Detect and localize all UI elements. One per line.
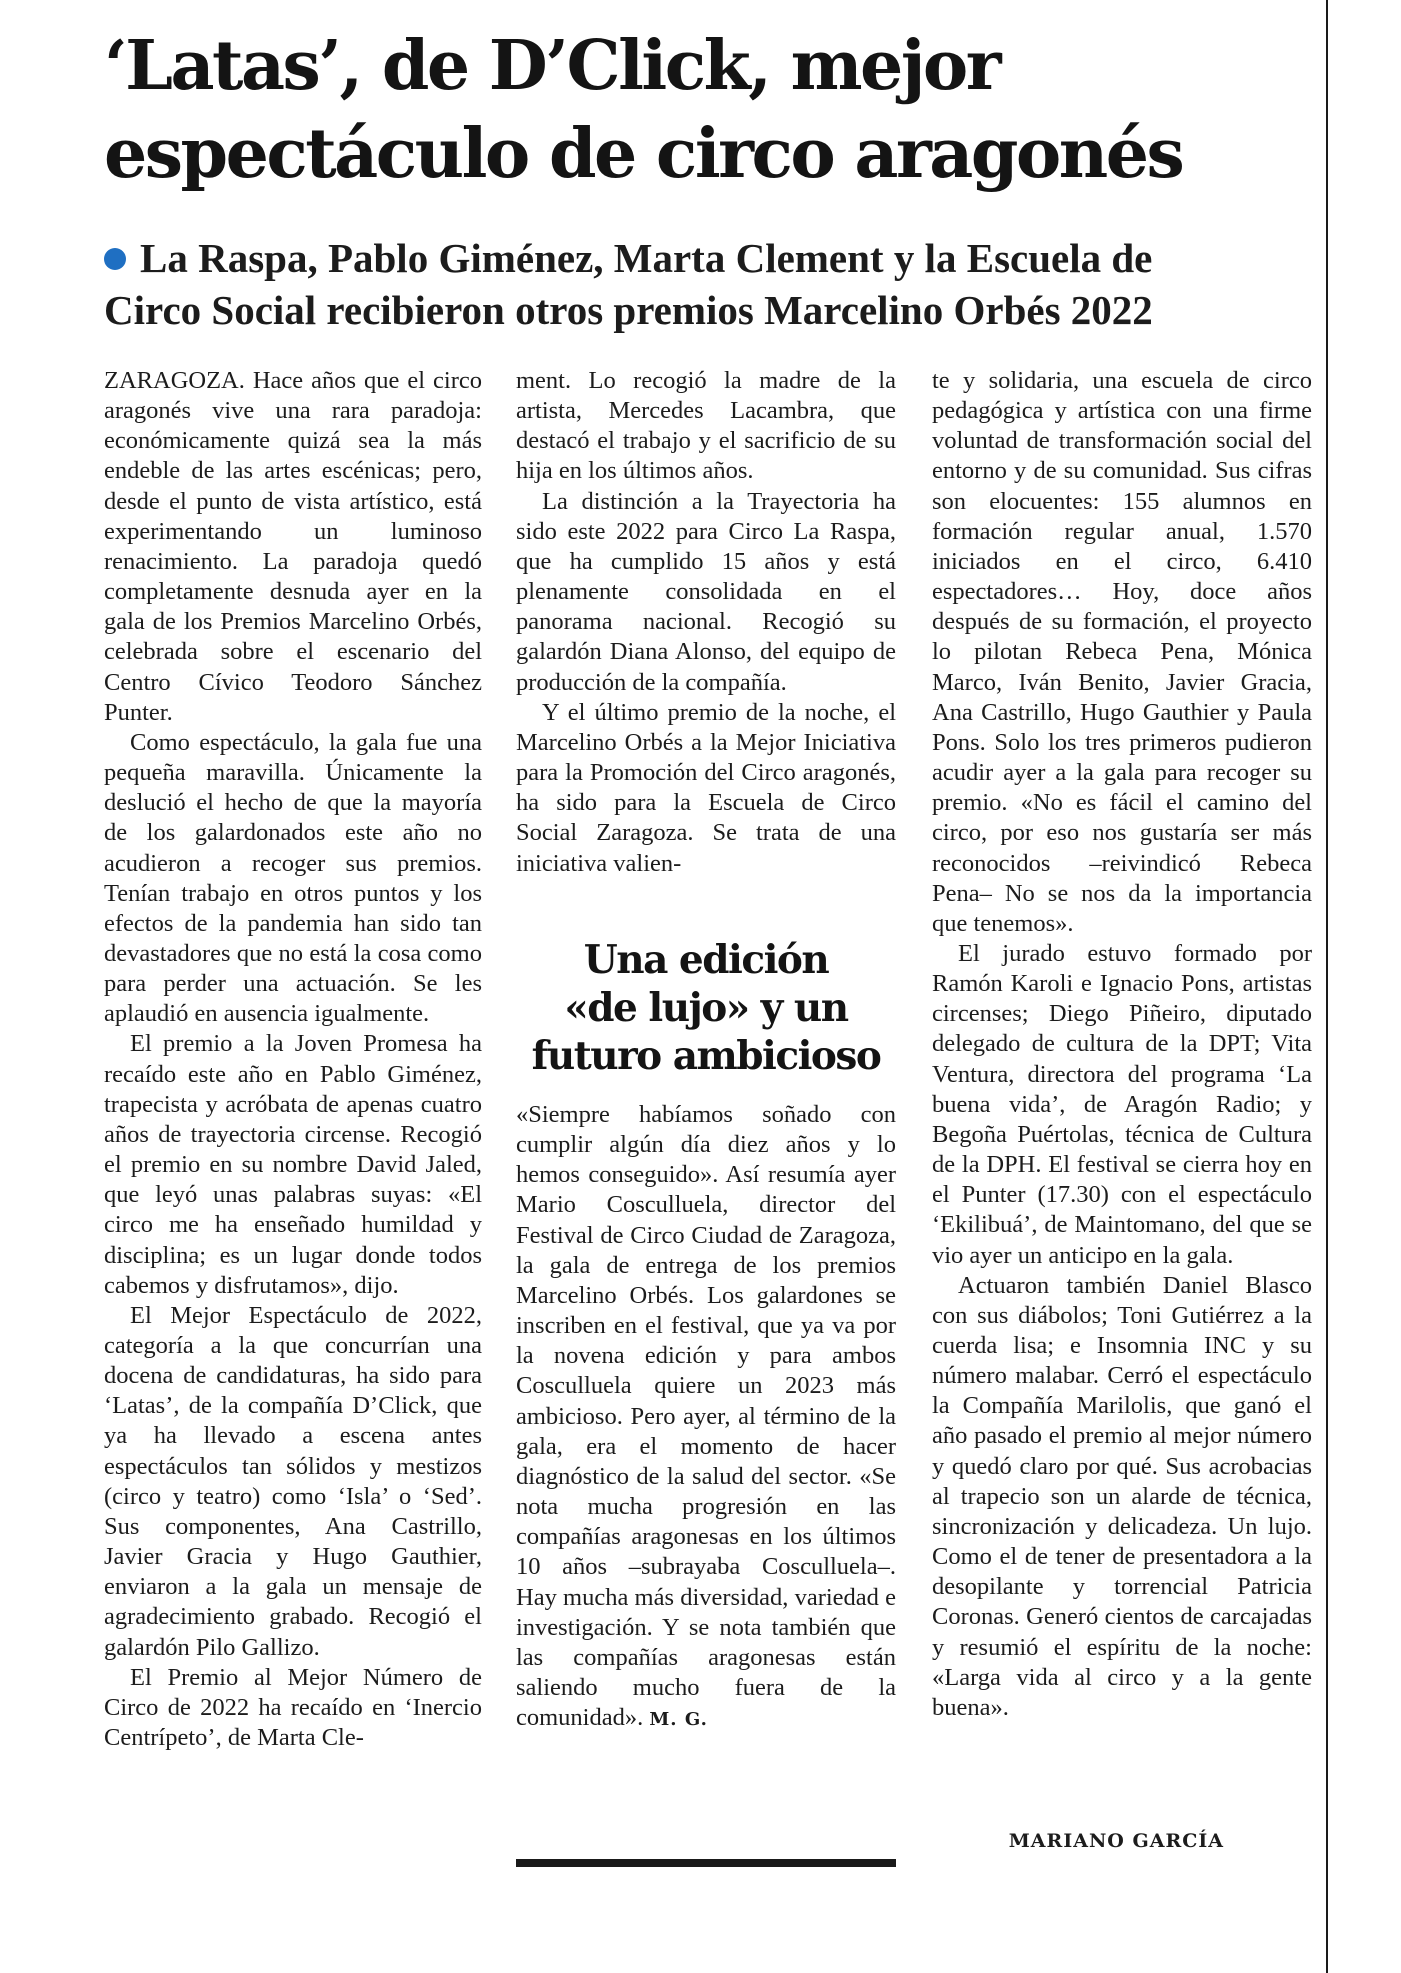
headline-line: ‘Latas’, de D’Click, mejor [104,26,1000,106]
section-title-line: «de lujo» y un [564,985,848,1031]
paragraph: ZARAGOZA. Hace años que el circo aragonés vive una rara paradoja: económicamente quizá sea la más endeble de las artes escénicas; pero, desde el punto de vista artístico, está experimentando un luminoso renacimiento. La paradoja quedó completamente desnuda ayer en la gala de los Premios Marcelino Orbés, celebrada sobre el escenario del Centro Cívico Teodoro Sánchez Punter. [104,367,482,726]
headline [104,22,1304,198]
paragraph: El jurado estuvo formado por Ramón Karoli e Ignacio Pons, artistas circenses; Diego Piñeiro, diputado delegado de cultura de la DPT; Vita Ventura, directora del programa ‘La buena vida’, de Aragón Radio; y Begoña Puértolas, técnica de Cultura de la DPH. El festival se cierra hoy en el Punter (17.30) con el espectáculo ‘Ekilibuá’, de Maintomano, del que se vio ayer un anticipo en la gala. [932,939,1312,1269]
article-column-2-continued [516,1100,896,1735]
author-initials: M. G. [649,1709,708,1731]
article-column-2 [516,366,896,879]
paragraph: El Premio al Mejor Número de Circo de 2022 ha recaído en ‘Inercio Centrípeto’, de Marta Cle- [104,1663,482,1752]
subheadline-line [104,232,1314,284]
section-title-line: Una edición [583,937,829,983]
paragraph: Actuaron también Daniel Blasco con sus diábolos; Toni Gutiérrez a la cuerda lisa; e Insomnia INC y su número malabar. Cerró el espectáculo la Compañía Marilolis, que ganó el año pasado el premio al mejor número y quedó claro por qué. Sus acrobacias al trapecio son un alarde de técnica, sincronización y delicadeza. Un lujo. Como el de tener de presentadora a la desopilante y torrencial Patricia Coronas. Generó cientos de carcajadas y resumió el espíritu de la noche: «Larga vida al circo y a la gente buena». [932,1271,1312,1721]
paragraph: te y solidaria, una escuela de circo pedagógica y artística con una firme voluntad de transformación social del entorno y de su comunidad. Sus cifras son elocuentes: 155 alumnos en formación regular anual, 1.570 iniciados en el circo, 6.410 espectadores… Hoy, doce años después de su formación, el proyecto lo pilotan Rebeca Pena, Mónica Marco, Iván Benito, Javier Gracia, Ana Castrillo, Hugo Gauthier y Paula Pons. Solo los tres primeros pudieron acudir ayer a la gala para recoger su premio. «No es fácil el camino del circo, por eso nos gustaría ser más reconocidos –reivindicó Rebeca Pena– No se nos da la importancia que tenemos». [932,367,1312,937]
article-column-1 [104,366,482,1753]
subheadline-text: La Raspa, Pablo Giménez, Marta Clement y la Escuela de [140,235,1153,281]
end-bar [516,1859,896,1867]
paragraph: Y el último premio de la noche, el Marcelino Orbés a la Mejor Iniciativa para la Promoción del Circo aragonés, ha sido para la Escuela de Circo Social Zaragoza. Se trata de una iniciativa valien- [516,698,896,877]
paragraph-text: «Siempre habíamos soñado con cumplir algún día diez años y lo hemos conseguido». Así resumía ayer Mario Cosculluela, director del Festival de Circo Ciudad de Zaragoza, la gala de entrega de los premios Marcelino Orbés. Los galardones se inscriben en el festival, que ya va por la novena edición y para ambos Cosculluela quiere un 2023 más ambicioso. Pero ayer, al término de la gala, era el momento de hacer diagnóstico de la salud del sector. «Se nota mucha progresión en las compañías aragonesas en los últimos 10 años –subrayaba Cosculluela–. Hay mucha más diversidad, variedad e investigación. Y se nota también que las compañías aragonesas están saliendo mucho fuera de la comunidad». [516,1101,896,1732]
page-edge-rule [1326,0,1328,1973]
paragraph: Como espectáculo, la gala fue una pequeña maravilla. Únicamente la deslució el hecho de que la mayoría de los galardonados este año no acudieron a recoger sus premios. Tenían trabajo en otros puntos y los efectos de la pandemia han sido tan devastadores que no está la cosa como para perder una actuación. Se les aplaudió en ausencia igualmente. [104,728,482,1028]
section-title-line: futuro ambicioso [531,1033,881,1079]
paragraph: ment. Lo recogió la madre de la artista, Mercedes Lacambra, que destacó el trabajo y el sacrificio de su hija en los últimos años. [516,367,896,485]
bullet-icon [104,248,126,270]
paragraph: El Mejor Espectáculo de 2022, categoría a la que concurrían una docena de candidaturas, ha sido para ‘Latas’, de la compañía D’Click, que ya ha llevado a escena antes espectáculos tan sólidos y mestizos (circo y teatro) como ‘Isla’ o ‘Sed’. Sus componentes, Ana Castrillo, Javier Gracia y Hugo Gauthier, enviaron a la gala un mensaje de agradecimiento grabado. Recogió el galardón Pilo Gallizo. [104,1301,482,1661]
subheadline [104,232,1314,336]
article-column-3 [932,366,1312,1723]
paragraph [516,1100,896,1735]
paragraph: El premio a la Joven Promesa ha recaído este año en Pablo Giménez, trapecista y acróbata de apenas cuatro años de trayectoria circense. Recogió el premio en su nombre David Jaled, que leyó unas palabras suyas: «El circo me ha enseñado humildad y disciplina; es un lugar donde todos cabemos y disfrutamos», dijo. [104,1030,482,1299]
subheadline-line: Circo Social recibieron otros premios Marcelino Orbés 2022 [104,287,1153,333]
section-title [516,936,896,1080]
byline: MARIANO GARCÍA [1008,1830,1224,1852]
paragraph: La distinción a la Trayectoria ha sido este 2022 para Circo La Raspa, que ha cumplido 15 años y está plenamente consolidada en el panorama nacional. Recogió su galardón Diana Alonso, del equipo de producción de la compañía. [516,487,896,696]
headline-line: espectáculo de circo aragonés [104,114,1183,194]
